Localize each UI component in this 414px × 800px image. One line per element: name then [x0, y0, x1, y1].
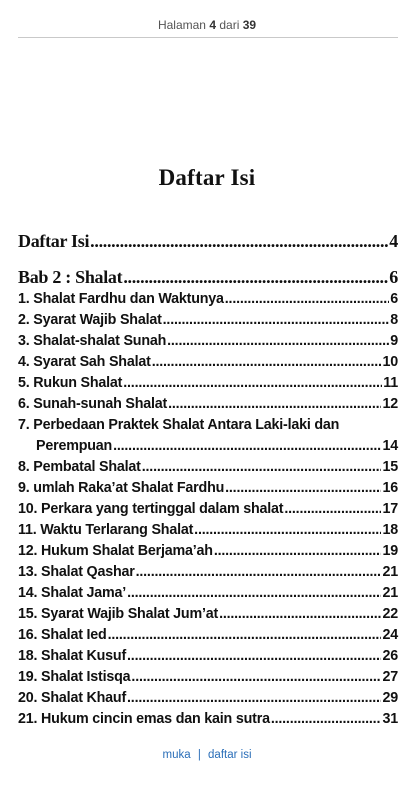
toc-item[interactable]: [18, 373, 398, 394]
toc-leader-dots: [131, 667, 381, 688]
toc-item-label: 12. Hukum Shalat Berjama’ah: [18, 543, 213, 559]
toc-item[interactable]: [18, 352, 398, 373]
toc-leader-dots: [167, 331, 389, 352]
toc-list: [18, 289, 398, 730]
toc-item[interactable]: [18, 331, 398, 352]
toc-item-label: 10. Perkara yang tertinggal dalam shalat: [18, 501, 284, 517]
toc-item[interactable]: [18, 520, 398, 541]
toc-leader-dots: [127, 646, 381, 667]
toc-item[interactable]: [18, 688, 398, 709]
toc-item-page: 12: [382, 396, 398, 412]
toc-leader-dots: [219, 604, 381, 625]
toc-item-page: 9: [390, 333, 398, 349]
toc-item[interactable]: [18, 562, 398, 583]
toc-item-label: 19. Shalat Istisqa: [18, 669, 131, 685]
toc-item-label: 9. umlah Raka’at Shalat Fardhu: [18, 480, 225, 496]
toc-item-label: 18. Shalat Kusuf: [18, 648, 127, 664]
toc-item-page: 31: [382, 711, 398, 727]
toc-item[interactable]: [18, 478, 398, 499]
toc-item[interactable]: [18, 289, 398, 310]
toc-entry-bab-2[interactable]: [18, 264, 398, 290]
toc-item-label: 13. Shalat Qashar: [18, 564, 135, 580]
toc-item-label: 21. Hukum cincin emas dan kain sutra: [18, 711, 270, 727]
toc-item[interactable]: [18, 646, 398, 667]
toc-item-page: 29: [382, 690, 398, 706]
toc-leader-dots: [136, 562, 382, 583]
footer-nav: [0, 749, 414, 761]
toc-entry-daftar-isi[interactable]: [18, 228, 398, 254]
toc-item[interactable]: [18, 457, 398, 478]
toc-entry-label: Bab 2 : Shalat: [18, 267, 123, 287]
toc-item-label: 4. Syarat Sah Shalat: [18, 354, 151, 370]
toc-item[interactable]: [18, 541, 398, 562]
toc-leader-dots: [214, 541, 382, 562]
header-divider: [18, 37, 398, 38]
toc-leader-dots: [284, 499, 381, 520]
toc-leader-dots: [127, 688, 381, 709]
toc-item[interactable]: [18, 667, 398, 688]
toc-item-label: 7. Perbedaan Praktek Shalat Antara Laki-laki dan: [18, 417, 340, 433]
toc-item[interactable]: [18, 625, 398, 646]
toc-item-label: 16. Shalat Ied: [18, 627, 107, 643]
toc-leader-dots: [168, 394, 381, 415]
toc-entry-page: 6: [389, 267, 398, 287]
toc-item-label: 11. Waktu Terlarang Shalat: [18, 522, 194, 538]
toc-leader-dots: [123, 373, 382, 394]
toc-item-page: 26: [382, 648, 398, 664]
toc-item-page: 11: [383, 375, 398, 391]
toc-leader-dots: [142, 457, 382, 478]
toc-item[interactable]: [18, 499, 398, 520]
toc-item-page: 21: [382, 585, 398, 601]
toc-item-page: 27: [382, 669, 398, 685]
muka-link[interactable]: muka: [162, 749, 191, 761]
toc-item-page: 24: [382, 627, 398, 643]
toc-item-label: 2. Syarat Wajib Shalat: [18, 312, 162, 328]
toc-item-page: 8: [390, 312, 398, 328]
toc-item-label: 20. Shalat Khauf: [18, 690, 127, 706]
toc-leader-dots: [127, 583, 381, 604]
current-page-number: 4: [209, 18, 216, 32]
footer-separator: |: [197, 749, 201, 761]
toc-item-label: 8. Pembatal Shalat: [18, 459, 141, 475]
toc-leader-dots: [113, 436, 381, 457]
toc-leader-dots: [90, 228, 388, 254]
toc-item[interactable]: [18, 310, 398, 331]
toc-leader-dots: [225, 289, 389, 310]
toc-leader-dots: [152, 352, 382, 373]
toc-leader-dots: [123, 264, 388, 290]
toc-item[interactable]: [18, 604, 398, 625]
toc-leader-dots: [225, 478, 381, 499]
toc-item-page: 17: [382, 501, 398, 517]
toc-item-page: 6: [390, 291, 398, 307]
toc-item-page: 22: [382, 606, 398, 622]
toc-item-page: 18: [382, 522, 398, 538]
toc-item-label: 14. Shalat Jama’: [18, 585, 127, 601]
page-of-label: dari: [219, 18, 240, 32]
toc-item-page: 16: [382, 480, 398, 496]
toc-item[interactable]: [18, 583, 398, 604]
toc-item-label: 15. Syarat Wajib Shalat Jum’at: [18, 606, 219, 622]
page-title: Daftar Isi: [158, 165, 256, 190]
toc-item-page: 15: [382, 459, 398, 475]
toc-entry-label: Daftar Isi: [18, 231, 90, 251]
total-page-number: 39: [242, 18, 257, 32]
toc-leader-dots: [194, 520, 381, 541]
toc-leader-dots: [271, 709, 382, 730]
daftar-isi-link[interactable]: daftar isi: [208, 749, 252, 761]
toc-item[interactable]: [18, 709, 398, 730]
toc-item-label: 5. Rukun Shalat: [18, 375, 123, 391]
toc-item[interactable]: [18, 394, 398, 415]
toc-leader-dots: [108, 625, 382, 646]
toc-item-page: 21: [382, 564, 398, 580]
toc-leader-dots: [163, 310, 390, 331]
toc-item-page: 10: [382, 354, 398, 370]
toc-item-label: 6. Sunah-sunah Shalat: [18, 396, 168, 412]
toc-item-label-continued: Perempuan: [36, 438, 113, 454]
toc-item-page: 19: [382, 543, 398, 559]
toc-item[interactable]: [18, 415, 398, 457]
toc-item-label: 1. Shalat Fardhu dan Waktunya: [18, 291, 224, 307]
toc-item-page: 14: [382, 438, 398, 454]
toc-entry-page: 4: [389, 231, 398, 251]
page-header: [0, 18, 414, 32]
toc-item-label: 3. Shalat-shalat Sunah: [18, 333, 167, 349]
page-label: Halaman: [157, 18, 206, 32]
